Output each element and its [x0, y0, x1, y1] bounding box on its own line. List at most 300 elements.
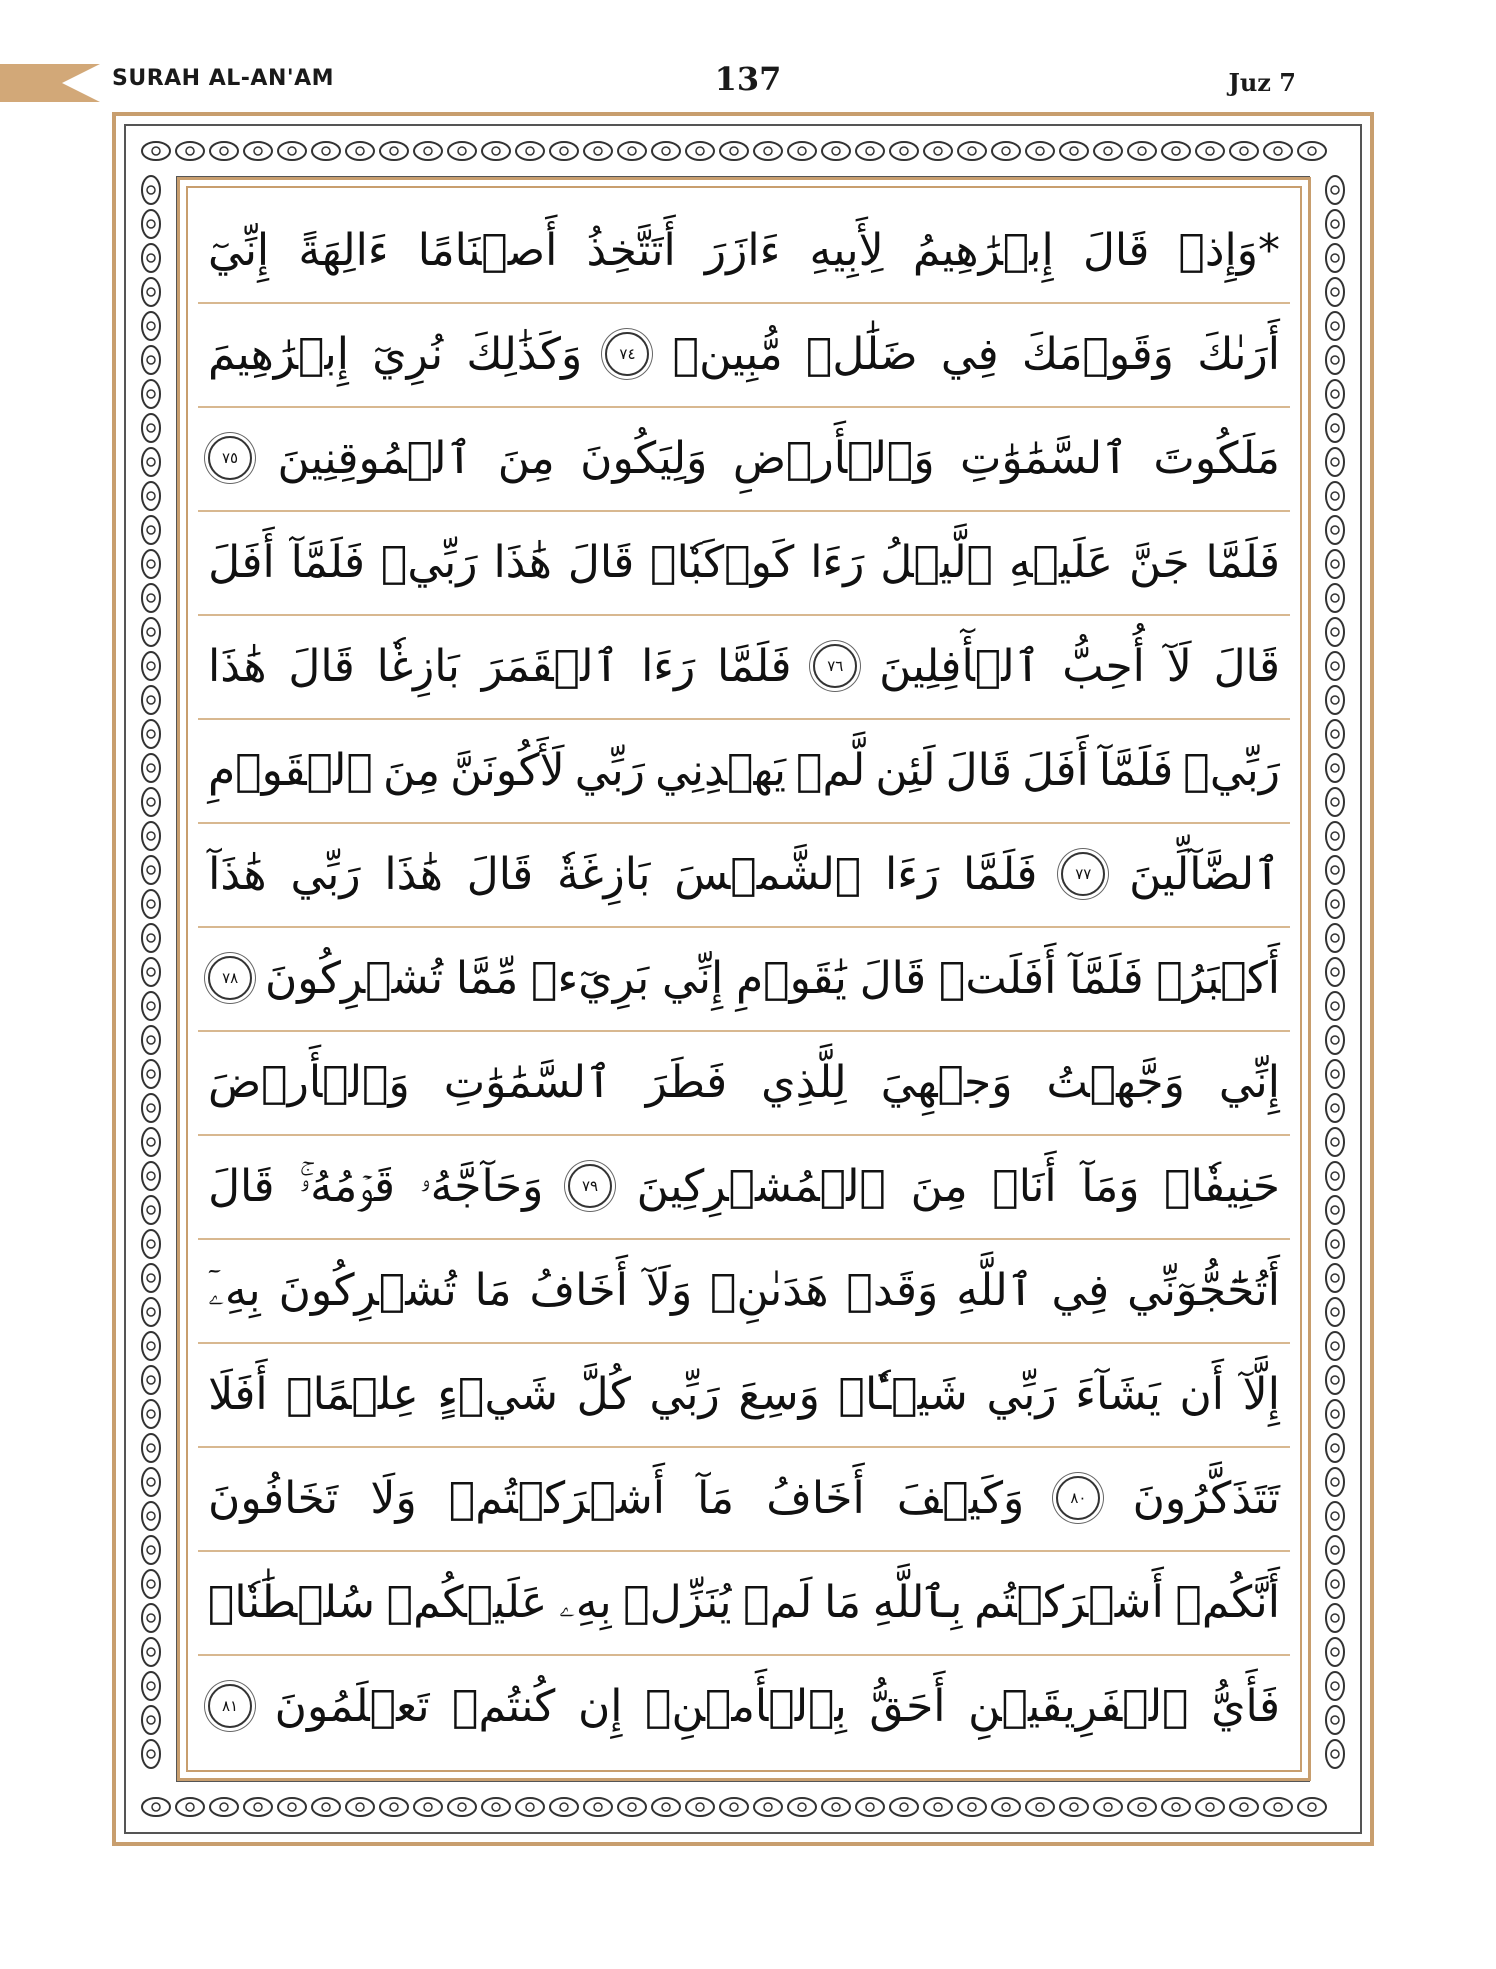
verse-word: أَصۡنَامًا — [417, 224, 558, 276]
verse-word: شَيۡءٍ — [437, 1368, 558, 1420]
border-knot — [890, 142, 918, 160]
verse-word: إِلَّآ — [1242, 1368, 1280, 1420]
border-knot — [1326, 482, 1344, 510]
border-knot — [1326, 720, 1344, 748]
border-knot — [1326, 1162, 1344, 1190]
verse-word: رَبِّي — [986, 1368, 1057, 1420]
border-knot — [1326, 1060, 1344, 1088]
verse-word: يَٰقَوۡمِ — [736, 952, 847, 1004]
border-knot — [244, 1798, 272, 1816]
border-knot — [618, 1798, 646, 1816]
verse-word: ءَازَرَ — [704, 224, 781, 276]
verse-word: ٱلۡفَرِيقَيۡنِ — [968, 1680, 1189, 1732]
verse-line — [208, 1238, 1280, 1342]
verse-word: مِنَ — [497, 432, 555, 484]
border-knot — [142, 856, 160, 884]
border-knot — [1326, 210, 1344, 238]
border-knot — [1326, 1400, 1344, 1428]
verse-word: تَتَذَكَّرُونَ — [1132, 1472, 1280, 1524]
border-knot — [1264, 1798, 1292, 1816]
verse-word: أُحِبُّ — [1062, 640, 1145, 692]
border-knot — [1326, 618, 1344, 646]
border-knot — [958, 142, 986, 160]
verse-word: وَقَدۡ — [846, 1264, 939, 1316]
verse-word: مِنَ — [382, 744, 441, 796]
border-knot — [1196, 142, 1224, 160]
border-knot — [482, 142, 510, 160]
verse-word: شَيۡـٔٗاۚ — [838, 1368, 968, 1420]
verse-line — [208, 302, 1280, 406]
verse-word: مُّبِينٖ — [672, 328, 783, 380]
border-knot — [1026, 1798, 1054, 1816]
verse-word: حَنِيفٗاۖ — [1164, 1160, 1280, 1212]
border-knot — [1094, 142, 1122, 160]
border-knot — [142, 1264, 160, 1292]
border-knot — [1326, 1740, 1344, 1768]
verse-word: وَلِيَكُونَ — [580, 432, 708, 484]
verse-word: فَطَرَ — [645, 1056, 728, 1108]
page-number: 137 — [714, 60, 782, 98]
verse-word: فَلَمَّا — [1205, 536, 1280, 588]
border-knot — [1326, 992, 1344, 1020]
border-knot — [1326, 890, 1344, 918]
verse-word: سُلۡطَٰنٗاۚ — [208, 1576, 376, 1628]
border-knot — [1162, 1798, 1190, 1816]
verse-word: بِٱلۡأَمۡنِۖ — [645, 1680, 847, 1732]
border-knot — [1326, 1230, 1344, 1258]
border-knot — [1326, 1264, 1344, 1292]
border-knot — [516, 142, 544, 160]
border-knot — [142, 890, 160, 918]
border-knot — [1326, 1638, 1344, 1666]
verse-word: بَازِغٗا — [376, 640, 460, 692]
verse-word: ٱلسَّمَٰوَٰتِ — [959, 432, 1128, 484]
verse-word: لَمۡ — [743, 1576, 813, 1628]
verse-word: أَنَّكُمۡ — [1175, 1576, 1280, 1628]
border-knot — [142, 788, 160, 816]
border-knot — [176, 1798, 204, 1816]
border-knot — [142, 1060, 160, 1088]
verse-word: هَٰذَآ — [208, 848, 267, 900]
verse-line — [208, 1342, 1280, 1446]
border-knot — [924, 1798, 952, 1816]
border-knot — [414, 1798, 442, 1816]
verse-line — [208, 926, 1280, 1030]
verse-word: أَفَلَا — [208, 1368, 268, 1420]
verse-word: عَلَيۡهِ — [1008, 536, 1114, 588]
verse-word: ضَلَٰلٖ — [805, 328, 918, 380]
border-knot — [448, 1798, 476, 1816]
verse-word: بَازِغَةٗ — [556, 848, 651, 900]
border-knot — [1326, 312, 1344, 340]
verse-word: فَلَمَّا — [717, 640, 792, 692]
border-knot — [142, 924, 160, 952]
border-knot — [686, 142, 714, 160]
border-knot — [278, 142, 306, 160]
ayah-number-marker: ٧٥ — [208, 436, 252, 480]
verse-word: وَلَا — [370, 1472, 417, 1524]
border-knot — [1326, 1196, 1344, 1224]
border-knot — [142, 482, 160, 510]
border-knot — [992, 1798, 1020, 1816]
ayah-number-marker: ٨٠ — [1056, 1476, 1100, 1520]
verse-word: ٱلَّيۡلُ — [880, 536, 994, 588]
border-knot — [312, 1798, 340, 1816]
border-knot — [754, 142, 782, 160]
border-knot — [1326, 1570, 1344, 1598]
border-knot — [176, 142, 204, 160]
border-knot — [584, 142, 612, 160]
verse-word: هَٰذَا — [384, 848, 443, 900]
verse-word: رَءَا — [885, 848, 940, 900]
border-knot — [142, 244, 160, 272]
border-knot — [1326, 754, 1344, 782]
verse-word: مَلَكُوتَ — [1153, 432, 1280, 484]
verse-word: أَفَلَتۡ — [938, 952, 1057, 1004]
verse-word: لِأَبِيهِ — [809, 224, 884, 276]
border-knot — [1326, 244, 1344, 272]
border-knot — [516, 1798, 544, 1816]
border-knot — [1326, 516, 1344, 544]
text-panel — [177, 177, 1311, 1781]
verse-word: بَرِيٓءٞ — [531, 952, 650, 1004]
verse-word: بِٱللَّهِ — [872, 1576, 963, 1628]
border-knot — [1162, 142, 1190, 160]
verse-word: لَّمۡ — [796, 744, 866, 796]
border-knot — [482, 1798, 510, 1816]
verse-word: مَا — [824, 1576, 862, 1628]
border-knot — [380, 1798, 408, 1816]
verse-line — [208, 1654, 1280, 1758]
verse-word: أَنَا۠ — [992, 1160, 1057, 1212]
border-knot — [142, 1672, 160, 1700]
border-knot — [1326, 1672, 1344, 1700]
border-knot — [278, 1798, 306, 1816]
border-knot — [142, 720, 160, 748]
verse-word: قَالَ — [1082, 224, 1150, 276]
border-knot — [142, 992, 160, 1020]
verse-word: وَكَذَٰلِكَ — [466, 328, 583, 380]
border-knot — [142, 278, 160, 306]
verse-word: لَآ — [1166, 640, 1192, 692]
border-knot — [210, 1798, 238, 1816]
verse-word: لَأَكُونَنَّ — [450, 744, 565, 796]
verse-word: فَلَمَّآ — [1098, 744, 1174, 796]
verse-word: رَبِّي — [649, 1368, 720, 1420]
verse-word: تَخَافُونَ — [208, 1472, 339, 1524]
border-knot — [414, 142, 442, 160]
border-knot — [1196, 1798, 1224, 1816]
border-knot — [142, 1332, 160, 1360]
verse-word: لِلَّذِي — [761, 1056, 847, 1108]
verse-line — [208, 822, 1280, 926]
verse-word: ٱلۡقَمَرَ — [481, 640, 620, 692]
border-knot — [1326, 856, 1344, 884]
border-knot — [1326, 1128, 1344, 1156]
border-knot — [1326, 652, 1344, 680]
verse-word: ٱلضَّآلِّينَ — [1129, 848, 1280, 900]
border-knot — [142, 176, 160, 204]
verse-line — [208, 1550, 1280, 1654]
border-knot — [1326, 1332, 1344, 1360]
ayah-number-marker: ٧٧ — [1061, 852, 1105, 896]
border-knot — [1326, 958, 1344, 986]
border-knot — [142, 1502, 160, 1530]
border-knot — [890, 1798, 918, 1816]
border-knot — [822, 1798, 850, 1816]
verse-word: عَلَيۡكُمۡ — [386, 1576, 548, 1628]
border-knot — [1326, 584, 1344, 612]
verse-word: ٱلۡمُشۡرِكِينَ — [636, 1160, 886, 1212]
verse-word: وَحَآجَّهُۥ — [419, 1160, 544, 1212]
verse-word: *وَإِذۡ — [1178, 224, 1280, 276]
verse-word: هَٰذَا — [208, 640, 267, 692]
verse-word: ٱلسَّمَٰوَٰتِ — [443, 1056, 612, 1108]
border-knot — [142, 1434, 160, 1462]
border-knot — [754, 1798, 782, 1816]
verse-word: أَن — [1179, 1368, 1225, 1420]
border-knot — [1326, 686, 1344, 714]
border-knot — [652, 142, 680, 160]
verse-word: فَأَيُّ — [1211, 1680, 1280, 1732]
border-knot — [1298, 1798, 1326, 1816]
verse-word: لَئِن — [875, 744, 936, 796]
verse-word: ءَالِهَةً — [298, 224, 389, 276]
verse-word: وَكَيۡفَ — [896, 1472, 1025, 1524]
border-knot — [1326, 1468, 1344, 1496]
border-knot — [142, 652, 160, 680]
verse-word: مِّمَّا — [455, 952, 519, 1004]
border-knot — [720, 1798, 748, 1816]
verse-word: تَعۡلَمُونَ — [274, 1680, 430, 1732]
border-knot — [1326, 448, 1344, 476]
verse-word: قَالَ — [859, 952, 927, 1004]
border-knot — [1326, 1434, 1344, 1462]
border-knot — [142, 1706, 160, 1734]
border-knot — [992, 142, 1020, 160]
border-knot — [618, 142, 646, 160]
border-knot — [142, 1536, 160, 1564]
verse-word: أَكۡبَرُۖ — [1156, 952, 1280, 1004]
verse-word: تُشۡرِكُونَ — [278, 1264, 457, 1316]
border-knot — [142, 1400, 160, 1428]
border-knot — [788, 142, 816, 160]
border-knot — [1326, 1026, 1344, 1054]
border-knot — [448, 142, 476, 160]
verse-word: جَنَّ — [1128, 536, 1190, 588]
verse-word: إِنِّي — [1218, 1056, 1280, 1108]
verse-word: ٱلۡمُوقِنِينَ — [277, 432, 473, 484]
border-knot — [142, 516, 160, 544]
verse-word: أَتُحَٰٓجُّوٓنِّي — [1127, 1264, 1280, 1316]
border-knot — [1060, 1798, 1088, 1816]
border-knot — [142, 1604, 160, 1632]
border-knot — [142, 1298, 160, 1326]
verse-word: أَخَافُ — [766, 1472, 865, 1524]
verse-word: ٱلۡقَوۡمِ — [208, 744, 373, 796]
border-knot — [312, 142, 340, 160]
border-knot — [142, 686, 160, 714]
verse-word: رَبِّي — [574, 744, 645, 796]
border-knot — [142, 1740, 160, 1768]
border-knot — [1060, 142, 1088, 160]
verse-word: يَشَآءَ — [1075, 1368, 1161, 1420]
border-knot — [856, 1798, 884, 1816]
border-knot — [346, 142, 374, 160]
border-knot — [1326, 176, 1344, 204]
border-knot — [142, 584, 160, 612]
border-knot — [584, 1798, 612, 1816]
verse-word: نُرِيٓ — [372, 328, 444, 380]
verse-line — [208, 1134, 1280, 1238]
verse-word: يُنَزِّلۡ — [623, 1576, 732, 1628]
verse-word: هَٰذَا — [493, 536, 552, 588]
verse-word: أَحَقُّ — [869, 1680, 946, 1732]
verse-word: وَسِعَ — [738, 1368, 820, 1420]
verse-word: قَالَ — [466, 848, 534, 900]
border-knot — [788, 1798, 816, 1816]
verse-word: فَلَمَّا — [963, 848, 1038, 900]
verse-line — [208, 1030, 1280, 1134]
border-knot — [142, 1128, 160, 1156]
verse-word: فَلَمَّآ — [1069, 952, 1144, 1004]
verse-word: وَٱلۡأَرۡضِ — [732, 432, 935, 484]
border-knot — [1326, 1706, 1344, 1734]
border-knot — [142, 1798, 170, 1816]
verse-word: هَدَىٰنِۚ — [710, 1264, 829, 1316]
border-knot — [1298, 142, 1326, 160]
verse-word: وَجۡهِيَ — [880, 1056, 1013, 1108]
border-knot — [1094, 1798, 1122, 1816]
verse-word: أَتَتَّخِذُ — [586, 224, 676, 276]
verse-word: إِبۡرَٰهِيمُ — [912, 224, 1054, 276]
verse-line — [208, 198, 1280, 302]
verse-line — [208, 1446, 1280, 1550]
verse-word: إِنِّيٓ — [208, 224, 270, 276]
verse-word: رَءَا — [641, 640, 696, 692]
ayah-number-marker: ٧٩ — [568, 1164, 612, 1208]
border-knot — [1326, 788, 1344, 816]
verse-word: أَخَافُ — [529, 1264, 628, 1316]
border-knot — [1326, 1536, 1344, 1564]
verse-word: يَهۡدِنِي — [655, 744, 787, 796]
verse-word: مِنَ — [910, 1160, 968, 1212]
border-knot — [142, 448, 160, 476]
border-knot — [856, 142, 884, 160]
border-knot — [142, 414, 160, 442]
verse-word: فِي — [1051, 1264, 1110, 1316]
verse-line — [208, 510, 1280, 614]
border-knot — [958, 1798, 986, 1816]
border-knot — [1326, 1298, 1344, 1326]
verse-word: قَالَ — [945, 744, 1013, 796]
border-knot — [1264, 142, 1292, 160]
border-knot — [1230, 142, 1258, 160]
verse-word: بِهِۦٓ — [208, 1264, 261, 1316]
verse-word: أَفَلَ — [1022, 744, 1089, 796]
verse-word: رَبِّيۖ — [1183, 744, 1280, 796]
border-knot — [142, 822, 160, 850]
verse-line — [208, 614, 1280, 718]
border-knot — [142, 618, 160, 646]
verse-word: مَآ — [697, 1472, 735, 1524]
border-knot — [142, 550, 160, 578]
border-knot — [1326, 414, 1344, 442]
verse-word: وَلَآ — [645, 1264, 693, 1316]
verse-word: كُنتُمۡ — [452, 1680, 556, 1732]
border-knot — [550, 142, 578, 160]
verse-word: ٱلۡأٓفِلِينَ — [879, 640, 1041, 692]
verse-word: كُلَّ — [576, 1368, 631, 1420]
verse-word: تُشۡرِكُونَ — [264, 952, 444, 1004]
verse-word: كَوۡكَبٗاۖ — [650, 536, 795, 588]
border-knot — [142, 1026, 160, 1054]
border-knot — [1230, 1798, 1258, 1816]
border-knot — [142, 380, 160, 408]
border-knot — [142, 1638, 160, 1666]
verse-word: وَمَآ — [1081, 1160, 1140, 1212]
surah-name: SURAH AL-AN'AM — [112, 66, 335, 91]
verse-word: إِن — [577, 1680, 623, 1732]
border-knot — [210, 142, 238, 160]
border-knot — [550, 1798, 578, 1816]
verse-word: قَوۡمُهُۥۚ — [299, 1160, 396, 1212]
border-knot — [380, 142, 408, 160]
verse-word: رَءَا — [810, 536, 865, 588]
border-knot — [1128, 1798, 1156, 1816]
ayah-number-marker: ٨١ — [208, 1684, 252, 1728]
border-knot — [652, 1798, 680, 1816]
border-knot — [142, 1196, 160, 1224]
border-knot — [142, 754, 160, 782]
border-knot — [1326, 380, 1344, 408]
border-knot — [1326, 822, 1344, 850]
border-knot — [720, 142, 748, 160]
verse-word: أَفَلَ — [208, 536, 275, 588]
border-knot — [1326, 1502, 1344, 1530]
border-knot — [142, 1230, 160, 1258]
verse-word: ٱللَّهِ — [956, 1264, 1034, 1316]
border-knot — [924, 142, 952, 160]
verse-word: ٱلشَّمۡسَ — [674, 848, 862, 900]
verse-word: أَشۡرَكۡتُمۡ — [448, 1472, 665, 1524]
verse-word: بِهِۦ — [559, 1576, 612, 1628]
border-knot — [1326, 1366, 1344, 1394]
border-knot — [142, 1094, 160, 1122]
verse-word: قَالَ — [288, 640, 355, 692]
border-knot — [142, 1570, 160, 1598]
border-knot — [1326, 924, 1344, 952]
border-knot — [1026, 142, 1054, 160]
border-knot — [1326, 550, 1344, 578]
verse-word: وَقَوۡمَكَ — [1021, 328, 1174, 380]
border-knot — [142, 1468, 160, 1496]
ayah-number-marker: ٧٦ — [813, 644, 857, 688]
border-knot — [346, 1798, 374, 1816]
border-knot — [142, 142, 170, 160]
verse-word: أَشۡرَكۡتُم — [974, 1576, 1164, 1628]
verse-word: إِبۡرَٰهِيمَ — [208, 328, 349, 380]
border-knot — [142, 958, 160, 986]
border-knot — [142, 312, 160, 340]
verse-word: أَرَىٰكَ — [1197, 328, 1280, 380]
verse-word: قَالَ — [1213, 640, 1280, 692]
border-knot — [1326, 278, 1344, 306]
juz-label: Juz 7 — [1228, 68, 1296, 97]
page-header — [0, 0, 1496, 130]
verse-word: رَبِّيۖ — [380, 536, 478, 588]
verse-line — [208, 406, 1280, 510]
